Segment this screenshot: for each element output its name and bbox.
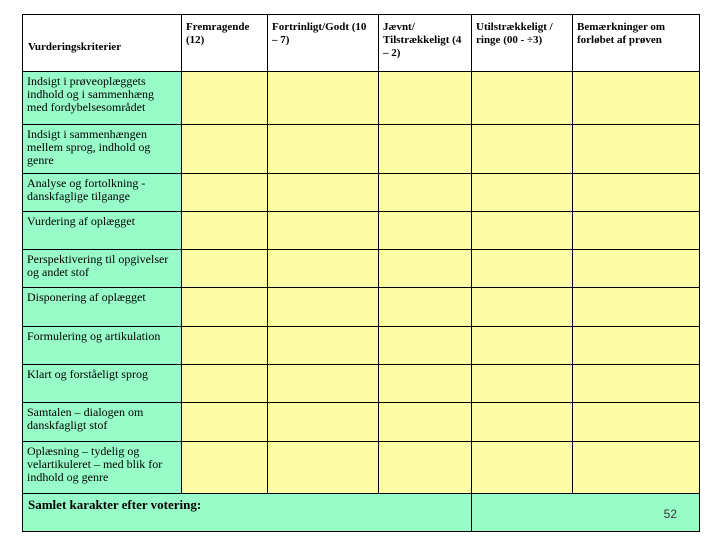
grade-cell[interactable] (268, 212, 379, 250)
table-row (23, 174, 700, 212)
grade-cell[interactable] (268, 365, 379, 403)
grade-cell[interactable] (472, 250, 573, 288)
grade-cell[interactable] (268, 174, 379, 212)
grade-cell[interactable] (268, 288, 379, 327)
criterion-label: Samtalen – dialogen om danskfagligt stof (23, 403, 182, 442)
grade-cell[interactable] (472, 403, 573, 442)
grade-cell[interactable] (379, 403, 472, 442)
grade-cell[interactable] (472, 174, 573, 212)
grade-cell[interactable] (268, 442, 379, 494)
criterion-label: Vurdering af oplægget (23, 212, 182, 250)
grade-cell[interactable] (182, 125, 268, 174)
remarks-cell[interactable] (573, 212, 700, 250)
grade-cell[interactable] (182, 72, 268, 125)
grade-cell[interactable] (472, 125, 573, 174)
header-criteria: Vurderingskriterier (23, 15, 182, 72)
grade-cell[interactable] (182, 442, 268, 494)
grade-cell[interactable] (472, 72, 573, 125)
table-row (23, 327, 700, 365)
table-row (23, 212, 700, 250)
grade-cell[interactable] (268, 250, 379, 288)
total-label-cell: Samlet karakter efter votering: (23, 494, 472, 532)
grade-cell[interactable] (472, 365, 573, 403)
grade-cell[interactable] (268, 327, 379, 365)
grade-cell[interactable] (472, 327, 573, 365)
grade-cell[interactable] (182, 288, 268, 327)
total-row (23, 494, 700, 532)
table-row (23, 72, 700, 125)
grade-cell[interactable] (379, 72, 472, 125)
criterion-label: Formulering og artikulation (23, 327, 182, 365)
table-row (23, 250, 700, 288)
assessment-table (22, 14, 700, 532)
grade-cell[interactable] (379, 288, 472, 327)
criterion-label: Indsigt i sammenhængen mellem sprog, indhold og genre (23, 125, 182, 174)
table-row (23, 365, 700, 403)
criterion-label: Analyse og fortolkning - danskfaglige tilgange (23, 174, 182, 212)
criterion-label: Disponering af oplægget (23, 288, 182, 327)
grade-cell[interactable] (379, 327, 472, 365)
header-insufficient: Utilstrækkeligt / ringe (00 - ÷3) (472, 15, 573, 72)
remarks-cell[interactable] (573, 288, 700, 327)
header-fair: Jævnt/ Tilstrækkeligt (4 – 2) (379, 15, 472, 72)
grade-cell[interactable] (379, 174, 472, 212)
grade-cell[interactable] (182, 365, 268, 403)
remarks-cell[interactable] (573, 442, 700, 494)
table-row (23, 288, 700, 327)
remarks-cell[interactable] (573, 250, 700, 288)
header-excellent: Fremragende (12) (182, 15, 268, 72)
table-row (23, 125, 700, 174)
header-row (23, 15, 700, 72)
remarks-cell[interactable] (573, 72, 700, 125)
header-good: Fortrinligt/Godt (10 – 7) (268, 15, 379, 72)
table-row (23, 403, 700, 442)
grade-cell[interactable] (268, 125, 379, 174)
grade-cell[interactable] (472, 288, 573, 327)
grade-cell[interactable] (379, 125, 472, 174)
grade-cell[interactable] (379, 250, 472, 288)
grade-cell[interactable] (182, 174, 268, 212)
grade-cell[interactable] (472, 442, 573, 494)
criterion-label: Klart og forståeligt sprog (23, 365, 182, 403)
page-number: 52 (663, 507, 677, 521)
grade-cell[interactable] (182, 403, 268, 442)
remarks-cell[interactable] (573, 365, 700, 403)
grade-cell[interactable] (379, 212, 472, 250)
grade-cell[interactable] (268, 403, 379, 442)
remarks-cell[interactable] (573, 174, 700, 212)
table-row (23, 442, 700, 494)
criterion-label: Indsigt i prøveoplæggets indhold og i sammenhæng med fordybelsesområdet (23, 72, 182, 125)
remarks-cell[interactable] (573, 403, 700, 442)
grade-cell[interactable] (182, 250, 268, 288)
grade-cell[interactable] (379, 442, 472, 494)
criterion-label: Perspektivering til opgivelser og andet stof (23, 250, 182, 288)
header-remarks: Bemærkninger om forløbet af prøven (573, 15, 700, 72)
remarks-cell[interactable] (573, 327, 700, 365)
grade-cell[interactable] (182, 327, 268, 365)
grade-cell[interactable] (268, 72, 379, 125)
criterion-label: Oplæsning – tydelig og velartikuleret – med blik for indhold og genre (23, 442, 182, 494)
remarks-cell[interactable] (573, 125, 700, 174)
grade-cell[interactable] (472, 212, 573, 250)
grade-cell[interactable] (182, 212, 268, 250)
grade-cell[interactable] (379, 365, 472, 403)
